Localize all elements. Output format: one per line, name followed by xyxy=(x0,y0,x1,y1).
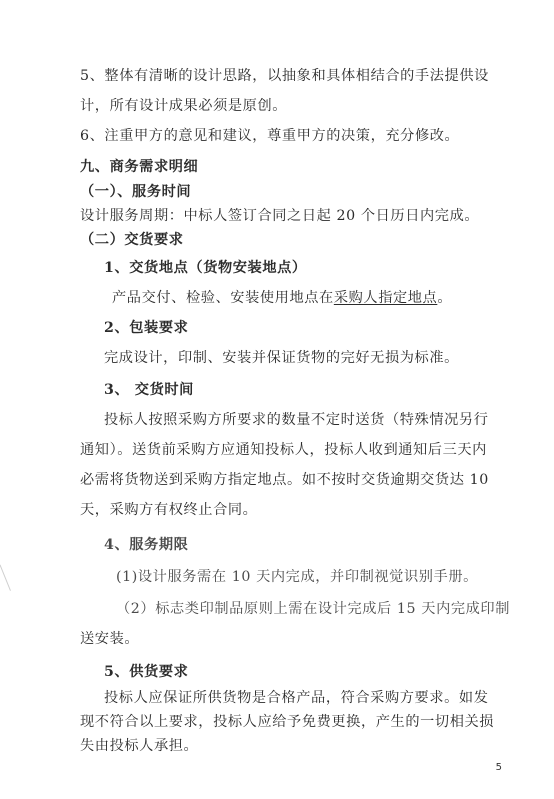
paragraph-line: 失由投标人承担。 xyxy=(80,738,199,754)
subsection-heading: （一）、服务时间 xyxy=(80,184,192,200)
item-heading: 4、服务期限 xyxy=(104,537,189,553)
location-period: 。 xyxy=(437,290,453,306)
item-heading: 3、 交货时间 xyxy=(104,382,194,398)
scan-margin-mark xyxy=(0,557,29,591)
location-text: 产品交付、检验、安装使用地点在 xyxy=(112,290,334,306)
paragraph-line: 投标人按照采购方所要求的数量不定时送货（特殊情况另行 xyxy=(104,412,489,428)
subsection-heading: （二）交货要求 xyxy=(80,232,184,248)
paragraph-line xyxy=(112,288,452,308)
page-number: 5 xyxy=(495,762,502,773)
paragraph-line: (1)设计服务需在 10 天内完成，并印制视觉识别手册。 xyxy=(116,569,478,585)
section-heading: 九、商务需求明细 xyxy=(80,159,199,175)
item-heading: 1、交货地点（货物安装地点） xyxy=(104,260,307,276)
paragraph-line: 通知）。送货前采购方应通知投标人，投标人收到通知后三天内 xyxy=(80,442,487,458)
item-heading: 2、包装要求 xyxy=(104,320,189,336)
paragraph-line: 5、整体有清晰的设计思路，以抽象和具体相结合的手法提供设 xyxy=(80,68,489,84)
designated-location-text: 采购人指定地点 xyxy=(333,290,438,306)
paragraph-line: 现不符合以上要求，投标人应给予免费更换，产生的一切相关损 xyxy=(80,714,495,730)
paragraph-line: 投标人应保证所供货物是合格产品，符合采购方要求。如发 xyxy=(104,690,489,706)
paragraph-line: （2）标志类印制品原则上需在设计完成后 15 天内完成印制 xyxy=(116,601,511,617)
paragraph-line: 6、注重甲方的意见和建议，尊重甲方的决策，充分修改。 xyxy=(80,128,460,144)
paragraph-line: 送安装。 xyxy=(80,631,140,647)
paragraph-line: 完成设计，印制、安装并保证货物的完好无损为标准。 xyxy=(104,350,459,366)
paragraph-line: 天，采购方有权终止合同。 xyxy=(80,502,258,518)
item-heading: 5、供货要求 xyxy=(104,664,189,680)
paragraph-line: 设计服务周期：中标人签订合同之日起 20 个日历日内完成。 xyxy=(80,208,480,224)
paragraph-line: 必需将货物送到采购方指定地点。如不按时交货逾期交货达 10 xyxy=(80,472,489,488)
paragraph-line: 计，所有设计成果必须是原创。 xyxy=(80,98,288,114)
